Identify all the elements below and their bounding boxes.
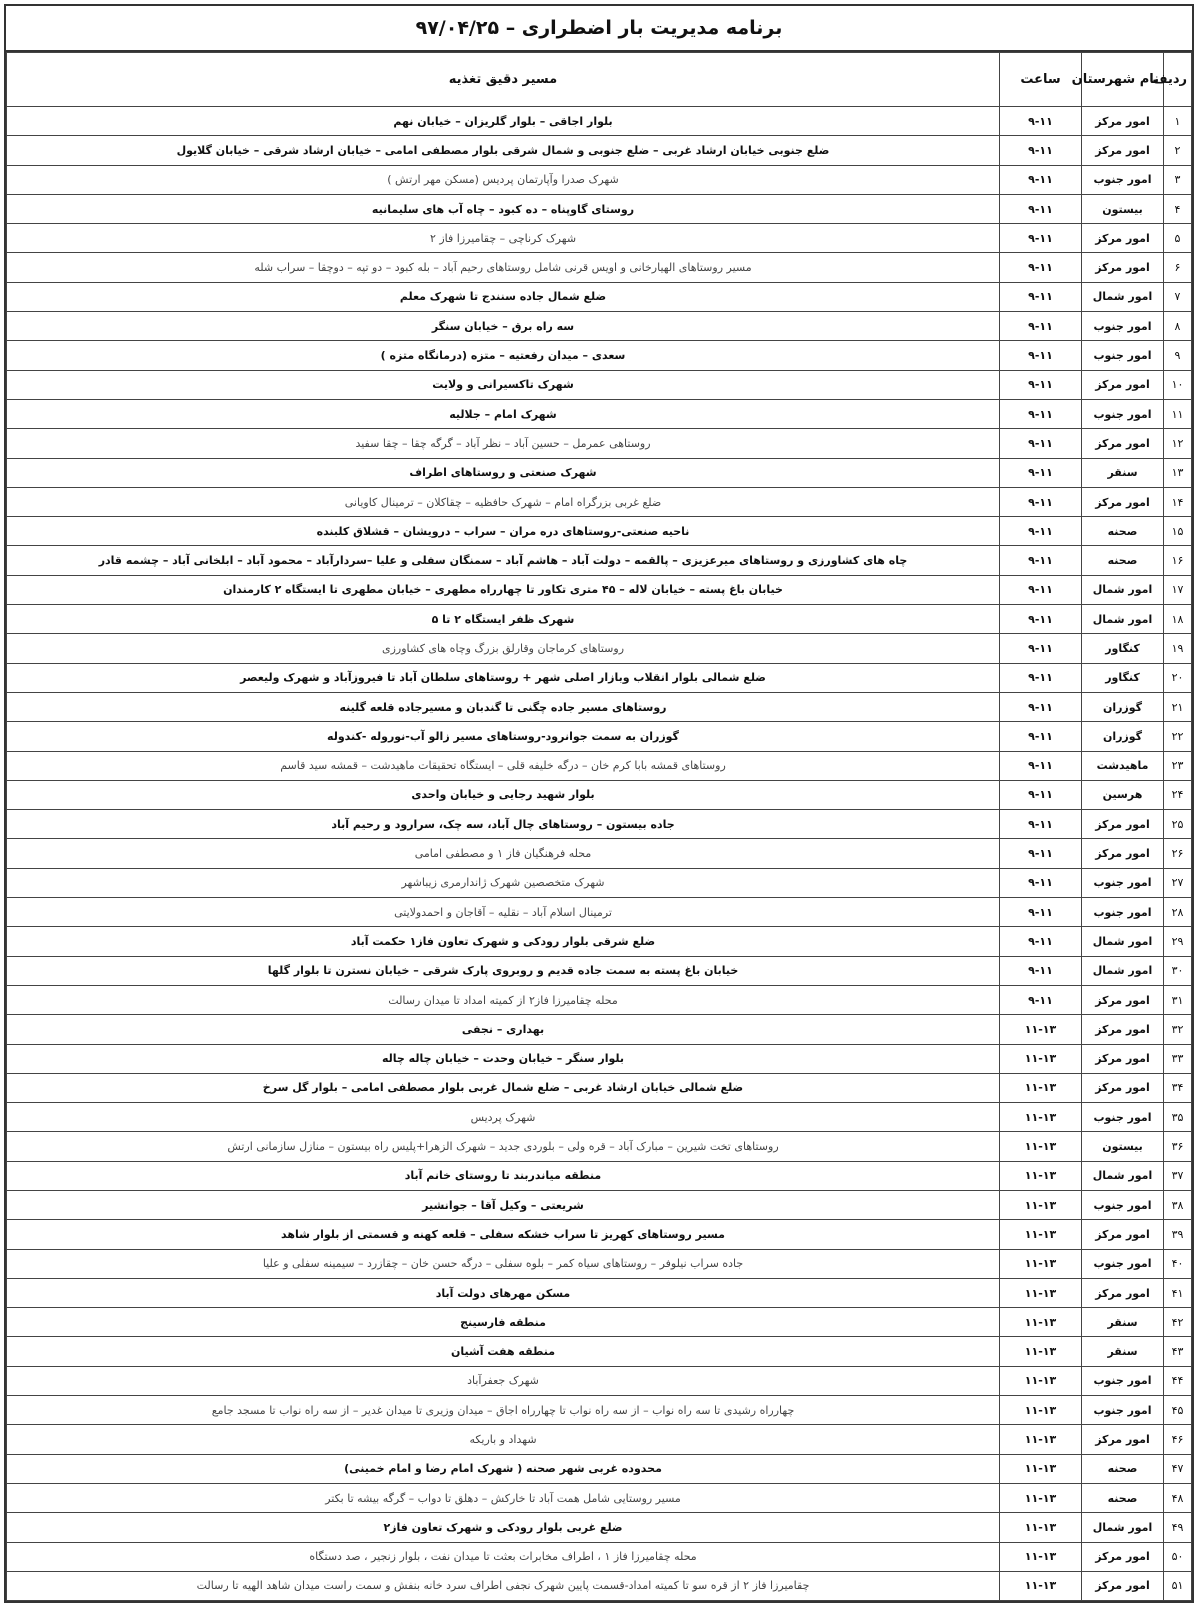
row-route-cell: بهداری – نجفی [7,1015,1000,1044]
row-index-cell: ۴۶ [1164,1425,1192,1454]
row-city-cell: صحنه [1082,1483,1164,1512]
table-row [7,1366,1192,1395]
row-hours-cell: ۹-۱۱ [1000,898,1082,927]
table-row [7,1278,1192,1307]
row-index-cell: ۱۵ [1164,517,1192,546]
table-row [7,692,1192,721]
row-hours-cell: ۱۱-۱۳ [1000,1073,1082,1102]
row-city-cell: بیستون [1082,194,1164,223]
row-hours-cell: ۹-۱۱ [1000,370,1082,399]
row-index-cell: ۱۳ [1164,458,1192,487]
row-hours-cell: ۹-۱۱ [1000,927,1082,956]
table-row [7,399,1192,428]
row-hours-cell: ۹-۱۱ [1000,458,1082,487]
row-index-cell: ۸ [1164,312,1192,341]
row-hours-cell: ۹-۱۱ [1000,692,1082,721]
row-route-cell: ضلع شمالی بلوار انقلاب وبازار اصلی شهر + روستاهای سلطان آباد تا فیروزآباد و شهرک ولیعصر [7,663,1000,692]
row-city-cell: امور مرکز [1082,370,1164,399]
row-city-cell: امور مرکز [1082,839,1164,868]
table-row [7,194,1192,223]
row-index-cell: ۴۴ [1164,1366,1192,1395]
row-hours-cell: ۱۱-۱۳ [1000,1044,1082,1073]
row-city-cell: صحنه [1082,517,1164,546]
table-row [7,546,1192,575]
row-index-cell: ۲۳ [1164,751,1192,780]
row-hours-cell: ۱۱-۱۳ [1000,1249,1082,1278]
row-index-cell: ۳۶ [1164,1132,1192,1161]
row-index-cell: ۴۹ [1164,1513,1192,1542]
row-index-cell: ۳۸ [1164,1190,1192,1219]
table-row [7,165,1192,194]
row-city-cell: امور مرکز [1082,429,1164,458]
column-header-city: نام شهرستان [1082,53,1164,107]
row-hours-cell: ۹-۱۱ [1000,575,1082,604]
table-row [7,1513,1192,1542]
row-hours-cell: ۱۱-۱۳ [1000,1132,1082,1161]
row-index-cell: ۴۵ [1164,1396,1192,1425]
table-row [7,927,1192,956]
table-row [7,253,1192,282]
row-city-cell: کنگاور [1082,634,1164,663]
row-index-cell: ۳۵ [1164,1103,1192,1132]
row-route-cell: شهرک پردیس [7,1103,1000,1132]
row-index-cell: ۱۲ [1164,429,1192,458]
row-route-cell: ناحیه صنعتی-روستاهای دره مران – سراب – درویشان – قشلاق کلبنده [7,517,1000,546]
row-index-cell: ۳۱ [1164,985,1192,1014]
row-hours-cell: ۹-۱۱ [1000,810,1082,839]
row-hours-cell: ۱۱-۱۳ [1000,1513,1082,1542]
row-hours-cell: ۱۱-۱۳ [1000,1396,1082,1425]
row-route-cell: ضلع جنوبی خیابان ارشاد غربی – ضلع جنوبی و شمال شرقی بلوار مصطفی امامی – خیابان ارشاد شرقی – خیابان گلایول [7,136,1000,165]
row-route-cell: شهرک تاکسیرانی و ولایت [7,370,1000,399]
row-hours-cell: ۱۱-۱۳ [1000,1483,1082,1512]
table-row [7,1337,1192,1366]
row-index-cell: ۱۴ [1164,487,1192,516]
row-hours-cell: ۱۱-۱۳ [1000,1454,1082,1483]
row-route-cell: جاده بیستون – روستاهای چال آباد، سه چک، سرارود و رحیم آباد [7,810,1000,839]
schedule-table [6,52,1192,1601]
row-index-cell: ۳۹ [1164,1220,1192,1249]
row-index-cell: ۴ [1164,194,1192,223]
row-hours-cell: ۹-۱۱ [1000,107,1082,136]
row-index-cell: ۴۰ [1164,1249,1192,1278]
row-index-cell: ۱۰ [1164,370,1192,399]
row-city-cell: امور جنوب [1082,1366,1164,1395]
row-index-cell: ۱۱ [1164,399,1192,428]
row-city-cell: امور جنوب [1082,898,1164,927]
table-row [7,1542,1192,1571]
row-route-cell: شهرک امام – جلالیه [7,399,1000,428]
table-row [7,1220,1192,1249]
row-index-cell: ۲۰ [1164,663,1192,692]
table-row [7,487,1192,516]
table-row [7,1015,1192,1044]
row-hours-cell: ۱۱-۱۳ [1000,1220,1082,1249]
column-header-index: ردیف [1164,53,1192,107]
row-city-cell: امور جنوب [1082,399,1164,428]
row-index-cell: ۳ [1164,165,1192,194]
row-city-cell: امور جنوب [1082,1190,1164,1219]
row-index-cell: ۳۰ [1164,956,1192,985]
table-row [7,605,1192,634]
row-hours-cell: ۹-۱۱ [1000,634,1082,663]
row-route-cell: شهرک صنعتی و روستاهای اطراف [7,458,1000,487]
row-index-cell: ۳۷ [1164,1161,1192,1190]
row-city-cell: امور شمال [1082,605,1164,634]
row-city-cell: صحنه [1082,1454,1164,1483]
row-hours-cell: ۱۱-۱۳ [1000,1015,1082,1044]
row-hours-cell: ۹-۱۱ [1000,605,1082,634]
row-city-cell: امور مرکز [1082,1278,1164,1307]
row-route-cell: خیابان باغ پسته – خیابان لاله – ۴۵ متری تکاور تا چهارراه مطهری – خیابان مطهری تا ایستگاه ۲ کارمندان [7,575,1000,604]
row-city-cell: امور جنوب [1082,341,1164,370]
table-row [7,839,1192,868]
row-hours-cell: ۹-۱۱ [1000,546,1082,575]
table-row [7,1132,1192,1161]
table-row [7,282,1192,311]
row-city-cell: گوزران [1082,692,1164,721]
row-route-cell: ضلع شمالی خیابان ارشاد غربی – ضلع شمال غربی بلوار مصطفی امامی – بلوار گل سرخ [7,1073,1000,1102]
row-route-cell: مسیر روستایی شامل همت آباد تا خارکش – دهلق تا دواب – گرگه بیشه تا بکتر [7,1483,1000,1512]
table-row [7,458,1192,487]
row-hours-cell: ۹-۱۱ [1000,429,1082,458]
row-route-cell: ضلع شمال جاده سنندج تا شهرک معلم [7,282,1000,311]
row-city-cell: سنقر [1082,1337,1164,1366]
row-route-cell: شریعتی – وکیل آقا – جوانشیر [7,1190,1000,1219]
table-row [7,868,1192,897]
row-city-cell: امور مرکز [1082,1542,1164,1571]
row-city-cell: امور شمال [1082,575,1164,604]
table-row [7,722,1192,751]
row-city-cell: سنقر [1082,458,1164,487]
row-hours-cell: ۹-۱۱ [1000,341,1082,370]
row-route-cell: شهرک ظفر ایستگاه ۲ تا ۵ [7,605,1000,634]
row-index-cell: ۲۷ [1164,868,1192,897]
table-row [7,1425,1192,1454]
table-body [7,107,1192,1601]
table-row [7,1308,1192,1337]
row-index-cell: ۱۶ [1164,546,1192,575]
row-city-cell: امور مرکز [1082,1425,1164,1454]
row-city-cell: امور شمال [1082,1161,1164,1190]
row-hours-cell: ۹-۱۱ [1000,839,1082,868]
row-city-cell: امور مرکز [1082,1015,1164,1044]
row-city-cell: امور شمال [1082,956,1164,985]
table-row [7,1483,1192,1512]
row-city-cell: امور مرکز [1082,985,1164,1014]
table-row [7,1571,1192,1600]
schedule-sheet [4,4,1194,1603]
row-route-cell: روستاهی عمرمل – حسین آباد – نظر آباد – گرگه چقا – چقا سفید [7,429,1000,458]
row-route-cell: چهارراه رشیدی تا سه راه نواب – از سه راه نواب تا چهارراه اجاق – میدان وزیری تا میدان غدیر – از سه راه نواب تا مسجد جامع [7,1396,1000,1425]
row-city-cell: امور مرکز [1082,1073,1164,1102]
row-city-cell: امور جنوب [1082,1103,1164,1132]
row-route-cell: جاده سراب نیلوفر – روستاهای سیاه کمر – بلوه سفلی – درگه حسن خان – چقازرد – سیمینه سفلی و علیا [7,1249,1000,1278]
table-row [7,517,1192,546]
row-city-cell: امور جنوب [1082,1396,1164,1425]
row-index-cell: ۴۲ [1164,1308,1192,1337]
row-index-cell: ۱۹ [1164,634,1192,663]
row-route-cell: محدوده غربی شهر صحنه ( شهرک امام رضا و امام خمینی) [7,1454,1000,1483]
row-hours-cell: ۱۱-۱۳ [1000,1278,1082,1307]
table-row [7,1161,1192,1190]
row-route-cell: محله چقامیرزا فاز ۱ ، اطراف مخابرات بعثت تا میدان نفت ، بلوار زنجیر ، صد دستگاه [7,1542,1000,1571]
row-hours-cell: ۱۱-۱۳ [1000,1161,1082,1190]
row-hours-cell: ۱۱-۱۳ [1000,1190,1082,1219]
row-index-cell: ۲۵ [1164,810,1192,839]
row-route-cell: چاه های کشاورزی و روستاهای میرعزیزی – پالقمه – دولت آباد – هاشم آباد – سمنگان سفلی و علیا –سردارآباد – محمود آباد – ابلخانی آباد – چشمه قادر [7,546,1000,575]
row-route-cell: گوزران به سمت جوانرود-روستاهای مسیر زالو آب-نوروله -کندوله [7,722,1000,751]
row-route-cell: منطقه فارسینج [7,1308,1000,1337]
table-row [7,1103,1192,1132]
row-route-cell: شهرک کرناچی – چقامیرزا فاز ۲ [7,224,1000,253]
row-city-cell: امور جنوب [1082,165,1164,194]
row-index-cell: ۲۱ [1164,692,1192,721]
row-route-cell: منطقه میاندربند تا روستای خانم آباد [7,1161,1000,1190]
row-route-cell: بلوار اجاقی – بلوار گلریزان – خیابان نهم [7,107,1000,136]
row-city-cell: سنقر [1082,1308,1164,1337]
row-hours-cell: ۹-۱۱ [1000,282,1082,311]
row-city-cell: امور مرکز [1082,253,1164,282]
row-city-cell: صحنه [1082,546,1164,575]
row-hours-cell: ۹-۱۱ [1000,985,1082,1014]
row-hours-cell: ۹-۱۱ [1000,136,1082,165]
row-index-cell: ۳۳ [1164,1044,1192,1073]
row-city-cell: امور شمال [1082,282,1164,311]
row-route-cell: بلوار شهید رجایی و خیابان واحدی [7,780,1000,809]
row-city-cell: امور مرکز [1082,224,1164,253]
row-hours-cell: ۹-۱۱ [1000,194,1082,223]
row-route-cell: مسیر روستاهای کهریز تا سراب خشکه سفلی – قلعه کهنه و قسمتی از بلوار شاهد [7,1220,1000,1249]
row-city-cell: امور جنوب [1082,1249,1164,1278]
row-route-cell: محله فرهنگیان فاز ۱ و مصطفی امامی [7,839,1000,868]
table-row [7,224,1192,253]
row-index-cell: ۵ [1164,224,1192,253]
row-route-cell: چقامیرزا فاز ۲ از قره سو تا کمیته امداد-قسمت پایین شهرک نجفی اطراف سرد خانه بنفش و سمت راست میدان شاهد الهیه تا رسالت [7,1571,1000,1600]
table-row [7,429,1192,458]
row-index-cell: ۴۷ [1164,1454,1192,1483]
row-hours-cell: ۹-۱۱ [1000,663,1082,692]
table-row [7,1454,1192,1483]
row-index-cell: ۲۶ [1164,839,1192,868]
row-city-cell: امور مرکز [1082,810,1164,839]
row-route-cell: روستاهای کرماجان وقارلق بزرگ وچاه های کشاورزی [7,634,1000,663]
row-hours-cell: ۹-۱۱ [1000,312,1082,341]
row-hours-cell: ۹-۱۱ [1000,722,1082,751]
table-row [7,341,1192,370]
row-hours-cell: ۹-۱۱ [1000,956,1082,985]
row-route-cell: شهرک متخصصین شهرک ژاندارمری زیباشهر [7,868,1000,897]
row-index-cell: ۱۷ [1164,575,1192,604]
table-row [7,1396,1192,1425]
row-hours-cell: ۱۱-۱۳ [1000,1337,1082,1366]
row-index-cell: ۹ [1164,341,1192,370]
row-route-cell: سه راه برق – خیابان سنگر [7,312,1000,341]
table-row [7,663,1192,692]
row-hours-cell: ۹-۱۱ [1000,224,1082,253]
row-route-cell: خیابان باغ پسته به سمت جاده قدیم و روبروی پارک شرقی – خیابان نسترن تا بلوار گلها [7,956,1000,985]
row-index-cell: ۳۴ [1164,1073,1192,1102]
row-city-cell: امور شمال [1082,1513,1164,1542]
table-row [7,1044,1192,1073]
table-row [7,810,1192,839]
row-index-cell: ۲۸ [1164,898,1192,927]
row-index-cell: ۵۰ [1164,1542,1192,1571]
row-route-cell: منطقه هفت آشیان [7,1337,1000,1366]
row-hours-cell: ۱۱-۱۳ [1000,1571,1082,1600]
row-index-cell: ۴۳ [1164,1337,1192,1366]
row-city-cell: ماهیدشت [1082,751,1164,780]
row-hours-cell: ۹-۱۱ [1000,487,1082,516]
row-index-cell: ۴۸ [1164,1483,1192,1512]
row-route-cell: شهرک جعفرآباد [7,1366,1000,1395]
row-city-cell: امور مرکز [1082,107,1164,136]
row-index-cell: ۲۹ [1164,927,1192,956]
row-route-cell: روستاهای قمشه بابا کرم خان – درگه خلیفه قلی – ایستگاه تحقیقات ماهیدشت – قمشه سید قاسم [7,751,1000,780]
table-row [7,956,1192,985]
table-row [7,1073,1192,1102]
row-route-cell: مسیر روستاهای الهیارخانی و اویس قرنی شامل روستاهای رحیم آباد – بله کبود – دو تپه – دوچقا – سراب شله [7,253,1000,282]
row-hours-cell: ۱۱-۱۳ [1000,1542,1082,1571]
row-route-cell: محله چقامیرزا فاز۲ از کمیته امداد تا میدان رسالت [7,985,1000,1014]
row-hours-cell: ۹-۱۱ [1000,253,1082,282]
row-route-cell: ضلع غربی بزرگراه امام – شهرک حافظیه – چقاکلان – ترمینال کاویانی [7,487,1000,516]
row-hours-cell: ۹-۱۱ [1000,751,1082,780]
row-route-cell: روستاهای مسیر جاده چگنی تا گندبان و مسیرجاده قلعه گلینه [7,692,1000,721]
row-route-cell: ترمینال اسلام آباد – نقلیه – آقاجان و احمدولایتی [7,898,1000,927]
row-city-cell: کنگاور [1082,663,1164,692]
row-city-cell: امور جنوب [1082,868,1164,897]
row-route-cell: روستاهای تخت شیرین – مبارک آباد – قره ولی – بلوردی جدید – شهرک الزهرا+پلیس راه بیستون – منازل سازمانی ارتش [7,1132,1000,1161]
table-row [7,107,1192,136]
row-index-cell: ۲۴ [1164,780,1192,809]
row-index-cell: ۴۱ [1164,1278,1192,1307]
table-row [7,312,1192,341]
row-city-cell: امور مرکز [1082,1220,1164,1249]
table-row [7,1249,1192,1278]
row-route-cell: شهرک صدرا وآپارتمان پردیس (مسکن مهر ارتش ) [7,165,1000,194]
row-route-cell: سعدی – میدان رفعتیه – متزه (درمانگاه متزه ) [7,341,1000,370]
row-route-cell: ضلع شرقی بلوار رودکی و شهرک تعاون فاز۱ حکمت آباد [7,927,1000,956]
row-hours-cell: ۹-۱۱ [1000,868,1082,897]
row-route-cell: مسکن مهرهای دولت آباد [7,1278,1000,1307]
table-row [7,780,1192,809]
table-row [7,751,1192,780]
table-row [7,985,1192,1014]
row-hours-cell: ۹-۱۱ [1000,517,1082,546]
row-city-cell: امور شمال [1082,927,1164,956]
table-row [7,575,1192,604]
row-index-cell: ۷ [1164,282,1192,311]
row-index-cell: ۲۲ [1164,722,1192,751]
row-city-cell: امور مرکز [1082,136,1164,165]
row-index-cell: ۳۲ [1164,1015,1192,1044]
row-hours-cell: ۱۱-۱۳ [1000,1308,1082,1337]
row-route-cell: ضلع غربی بلوار رودکی و شهرک تعاون فاز۲ [7,1513,1000,1542]
row-route-cell: روستای گاوپناه – ده کبود – چاه آب های سلیمانیه [7,194,1000,223]
row-hours-cell: ۱۱-۱۳ [1000,1425,1082,1454]
row-route-cell: شهداد و باریکه [7,1425,1000,1454]
row-hours-cell: ۱۱-۱۳ [1000,1366,1082,1395]
row-city-cell: گوزران [1082,722,1164,751]
row-city-cell: هرسین [1082,780,1164,809]
page-title: برنامه مدیریت بار اضطراری – ۹۷/۰۴/۲۵ [6,6,1192,52]
row-city-cell: بیستون [1082,1132,1164,1161]
row-city-cell: امور مرکز [1082,1044,1164,1073]
table-row [7,898,1192,927]
table-row [7,1190,1192,1219]
column-header-hours: ساعت [1000,53,1082,107]
row-index-cell: ۵۱ [1164,1571,1192,1600]
row-hours-cell: ۹-۱۱ [1000,165,1082,194]
row-hours-cell: ۱۱-۱۳ [1000,1103,1082,1132]
row-city-cell: امور جنوب [1082,312,1164,341]
column-header-route: مسیر دقیق تغذیه [7,53,1000,107]
table-row [7,136,1192,165]
row-index-cell: ۱۸ [1164,605,1192,634]
row-index-cell: ۲ [1164,136,1192,165]
row-hours-cell: ۹-۱۱ [1000,399,1082,428]
row-city-cell: امور مرکز [1082,1571,1164,1600]
row-hours-cell: ۹-۱۱ [1000,780,1082,809]
row-route-cell: بلوار سنگر – خیابان وحدت – خیابان چاله چاله [7,1044,1000,1073]
header-row [7,53,1192,107]
row-index-cell: ۶ [1164,253,1192,282]
row-index-cell: ۱ [1164,107,1192,136]
row-city-cell: امور مرکز [1082,487,1164,516]
table-row [7,370,1192,399]
table-row [7,634,1192,663]
